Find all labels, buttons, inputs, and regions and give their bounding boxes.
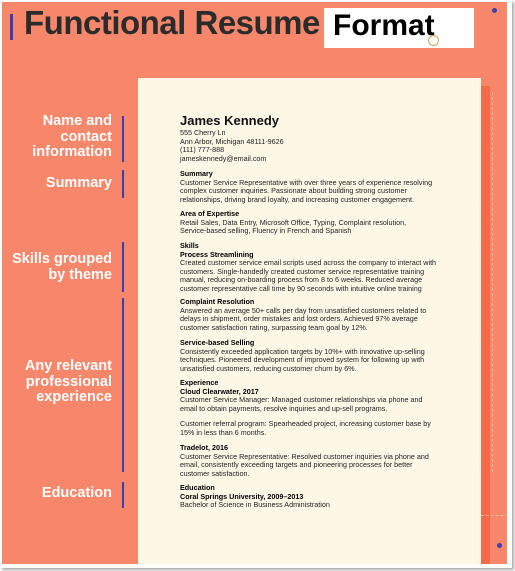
label-education — [42, 486, 112, 502]
page-title-suffix: Format — [333, 9, 435, 42]
resume-expertise — [180, 210, 465, 236]
label-line: Summary — [45, 175, 112, 191]
skill-line: customer representative call time by 90 seconds with intuitive online training — [180, 283, 422, 293]
bracket-experience — [122, 298, 124, 472]
contact-city: Ann Arbor, Michigan 48111-9626 — [180, 136, 284, 146]
resume-skill-group — [180, 298, 465, 332]
education-degree: Bachelor of Science in Business Administration — [180, 500, 330, 510]
skill-line: Answered an average 50+ calls per day from unsatisfied customers related to — [180, 305, 427, 315]
label-line: professional — [25, 373, 112, 390]
education-heading: Education — [180, 483, 215, 492]
contact-address: 555 Cherry Ln — [180, 128, 226, 137]
ring-decoration — [428, 35, 439, 46]
summary-line: complex customer inquiries. Passionate about building strong customer — [180, 186, 407, 196]
job-line: Customer Service Representative: Resolved customer inquiries via phone and — [180, 451, 429, 461]
skill-line: unsatisfied customers, reducing customer churn by 6%. — [180, 363, 357, 373]
job-line: email to obtain payments, resolve inquiries and up-sell programs. — [180, 403, 388, 413]
label-line: Skills grouped — [12, 251, 112, 267]
skill-line: Consistently exceeded application targets by 10%+ with innovative up-selling — [180, 346, 425, 356]
bracket-name-contact — [122, 116, 124, 162]
resume-experience — [180, 379, 465, 413]
skill-group-title: Complaint Resolution — [180, 297, 255, 306]
resume-education — [180, 484, 465, 510]
skill-line: Created customer service email scripts used across the company to interact with — [180, 258, 437, 268]
bracket-summary — [122, 170, 124, 198]
job-line: Customer referral program: Spearheaded project, increasing customer base by — [180, 419, 431, 428]
page-title: Functional Resume — [24, 4, 320, 41]
resume-job-paragraph — [180, 420, 465, 437]
bracket-skills — [122, 242, 124, 292]
resume-contact — [180, 129, 465, 163]
job-line: Customer Service Manager: Managed customer relationships via phone and — [180, 395, 423, 405]
expertise-line: Service-based selling, Fluency in French and Spanish — [180, 226, 352, 236]
contact-email: jameskennedy@email.com — [180, 153, 267, 163]
label-skills — [12, 252, 112, 283]
job-company: Tradelot, 2016 — [180, 443, 228, 452]
summary-line: relationships, driving brand loyalty, and increasing customer engagement. — [180, 194, 414, 204]
resume-name: James Kennedy — [180, 113, 279, 128]
label-line: information — [32, 144, 112, 160]
job-company: Cloud Clearwater, 2017 — [180, 386, 259, 396]
label-summary — [46, 176, 112, 192]
job-line: email, consistently exceeding targets and pioneering processes for better — [180, 460, 413, 470]
resume-skills — [180, 242, 465, 294]
job-line: customer satisfaction. — [180, 468, 250, 478]
summary-heading: Summary — [180, 169, 213, 178]
dashed-line-decoration — [492, 92, 507, 472]
summary-line: Customer Service Representative with over three years of experience resolving — [180, 177, 433, 187]
label-line: by theme — [48, 266, 112, 283]
dot-decoration-bottom — [497, 543, 502, 548]
skill-line: customer satisfaction rating, surpassing team goal by 12%. — [180, 322, 368, 332]
label-line: experience — [36, 389, 112, 405]
label-line: contact — [60, 128, 112, 145]
contact-phone: (111) 777-888 — [180, 145, 225, 155]
infographic-canvas — [2, 2, 507, 564]
label-line: Name and — [42, 113, 112, 129]
label-name-contact — [32, 114, 112, 161]
skill-group-title: Service-based Selling — [180, 338, 255, 347]
skill-line: delays in shipment, order mistakes and lost orders. Achieved 97% average — [180, 314, 418, 324]
dot-decoration-top — [492, 8, 497, 13]
skills-heading: Skills — [180, 241, 199, 250]
title-accent-bar — [10, 14, 13, 40]
job-line: 15% in less than 6 months. — [180, 427, 267, 437]
skill-line: customers. Single-handedly created customer service representative training — [180, 266, 425, 276]
resume-summary — [180, 170, 465, 204]
label-experience — [25, 359, 112, 406]
education-school: Coral Springs University, 2009–2013 — [180, 491, 304, 501]
skill-line: manual, reducing on-boarding process from 8 to 6 weeks. Reduced average — [180, 275, 423, 285]
expertise-heading: Area of Expertise — [180, 209, 240, 218]
skill-group-title: Process Streamlining — [180, 249, 254, 259]
expertise-line: Retail Sales, Data Entry, Microsoft Office, Typing, Complaint resolution, — [180, 217, 407, 227]
label-line: Any relevant — [24, 358, 112, 374]
bracket-education — [122, 482, 124, 508]
label-line: Education — [41, 485, 112, 501]
resume-job — [180, 444, 465, 478]
skill-line: techniques. Pioneered development of improved system for following up with — [180, 355, 425, 365]
resume-skill-group — [180, 339, 465, 373]
experience-heading: Experience — [180, 378, 219, 387]
